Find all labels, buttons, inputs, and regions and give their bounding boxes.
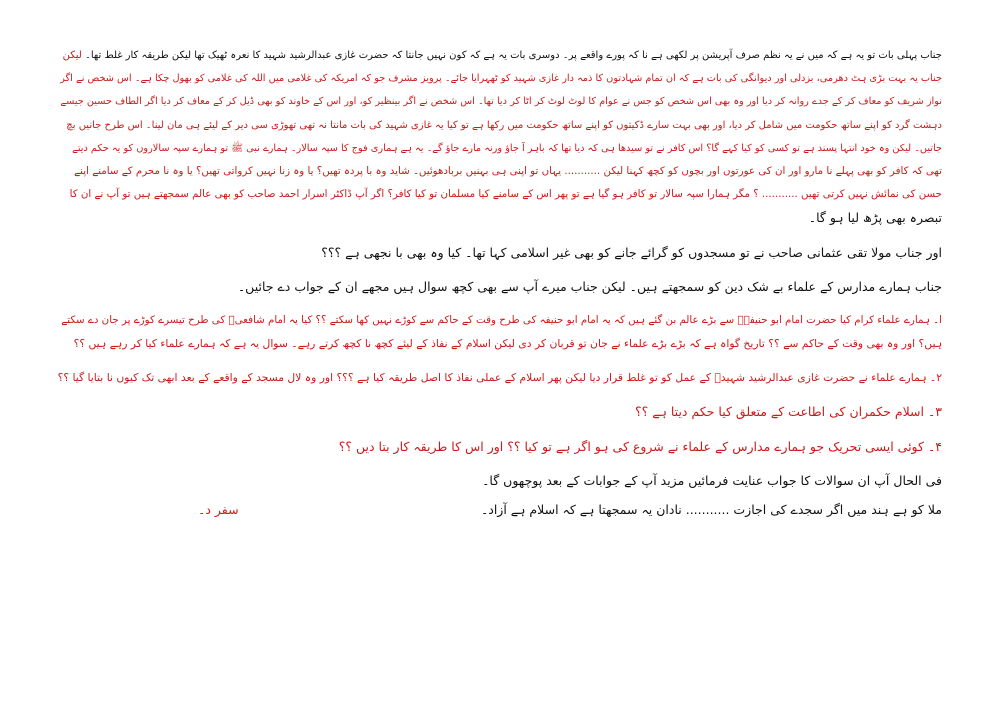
text-segment: ۴۔ کوئی ایسی تحریک جو ہمارے مدارس کے علماء نے شروع کی ہو اگر ہے تو کیا ؟؟ اور اس کا طریقہ کار بتا دیں ؟؟ [338,438,942,454]
letter-body [58,44,942,492]
closing-couplet: ملا کو ہے ہند میں اگر سجدے کی اجازت ........... نادان یہ سمجھتا ہے کہ اسلام ہے آزاد۔ [480,502,942,517]
text-segment: جناب پہلی بات تو یہ ہے کہ میں نے یہ نظم صرف آپریشن پر لکھی ہے نا کہ پورے واقعے پر۔ دوسری بات یہ ہے کہ کون نہیں جانتا کہ حضرت غازی عبدالرشید شہید کا نعرہ ٹھیک تھا لیکن طریقہ کار غلط تھا۔ [84,50,942,61]
text-segment: فی الحال آپ ان سوالات کا جواب عنایت فرمائیں مزید آپ کے جوابات کے بعد پوچھوں گا۔ [482,472,942,488]
text-line [58,160,942,183]
paragraph [58,435,942,458]
text-segment: جناب ہمارے مدارس کے علماء بے شک دین کو سمجھتے ہیں۔ لیکن جناب میرے آپ سے بھی کچھ سوال ہیں مجھے ان کے جواب دے جائیں۔ [237,278,942,294]
text-line [58,332,942,355]
paragraph-gap [58,424,942,435]
paragraph-gap [58,355,942,366]
text-line [58,435,942,458]
paragraph-gap [58,264,942,275]
text-line [58,44,942,67]
text-segment: ا۔ ہمارے علماء کرام کیا حضرت امام ابو حنیفہؒ سے بڑے عالم بن گئے ہیں کہ یہ امام ابو حنیفہ کی طرح وقت کے حاکم سے کوڑے نہیں کھا سکتے ؟؟ کیا یہ امام شافعیؒ کی طرح تیسرے کوڑے پر جان دے سکتے [61,313,942,326]
text-line [58,366,942,389]
paragraph-gap [58,458,942,469]
text-segment: ۳۔ اسلام حکمران کی اطاعت کے متعلق کیا حکم دیتا ہے ؟؟ [635,404,942,420]
text-line [58,183,942,206]
text-line [58,206,942,229]
text-line [58,469,942,492]
text-segment: ۲۔ ہمارے علماء نے حضرت غازی عبدالرشید شہیدؒ کے عمل کو تو غلط قرار دیا لیکن پھر اسلام کے عملی نفاذ کا اصل طریقہ کیا ہے ؟؟؟ اور وہ لال مسجد کے واقعے کے بعد ابھی تک کیوں نا بتایا گیا ؟؟ [58,371,942,385]
paragraph-gap [58,298,942,309]
signature: سفر د۔ [198,502,239,517]
closing-line-row [58,498,942,521]
text-line [58,137,942,160]
paragraph [58,44,942,230]
text-segment: ہیں؟ اور وہ بھی وقت کے حاکم سے ؟؟ تاریخ گواہ ہے کہ بڑے بڑے علماء نے جان تو قربان کر دی لیکن اسلام کے نفاذ کے لیئے کچھ نا کچھ کرتے رہے۔ سوال یہ ہے کہ ہمارے علماء کیا کر رہے ہیں ؟؟ [73,337,942,351]
text-line [58,400,942,423]
text-segment: تبصرہ بھی پڑھ لیا ہو گا۔ [808,210,942,226]
paragraph [58,469,942,492]
paragraph [58,241,942,264]
text-line [58,275,942,298]
text-line [58,241,942,264]
text-segment: دہشت گرد کو اپنے ساتھ حکومت میں شامل کر دیا، اور بھی بہت سارے ڈکیتوں کو اپنے ساتھ حکومت میں رکھا ہے تو کیا یہ غازی شہید کی بات مانتا نہ تھی تھوڑی سی دیر کے لیئے ہی مان لینا۔ اس طرح جانیں بچ [66,119,942,131]
text-line [58,67,942,90]
paragraph [58,309,942,355]
paragraph [58,366,942,389]
paragraph-gap [58,389,942,400]
text-segment: اور جناب مولا تقی عثمانی صاحب نے تو مسجدوں کو گرائے جانے کو بھی غیر اسلامی کہا تھا۔ کیا وہ بھی با نجھی ہے ؟؟؟ [321,244,942,260]
text-segment: تھی کہ کافر کو بھی پہلے نا مارو اور ان کی عورتوں اور بچوں کو کچھ کہنا لیکن ........... یہاں تو اپنی ہی بہنیں بربادھوئیں۔ شاید وہ با پردہ تھیں؟ یا وہ زنا نہیں کرواتی تھیں؟ یا وہ نا محرم کے سامنے اپنے [74,164,942,177]
paragraph-gap [58,230,942,241]
text-segment: حسن کی نمائش نہیں کرتی تھیں ........... ؟ مگر ہمارا سپہ سالار تو کافر ہو گیا ہے تو پھر اس کے سامنے کیا مسلمان تو کیا کافر؟ اگر آپ ڈاکٹر اسرار احمد صاحب کو بھی عالم سمجھتے ہیں تو آپ نے ان کا [69,188,942,201]
text-segment: لیکن [62,50,82,61]
text-line [58,309,942,332]
text-segment: جناب یہ بہت بڑی ہٹ دھرمی، بزدلی اور دیوانگی کی بات ہے کہ ان تمام شہادتوں کا ذمہ دار غازی شہید کو ٹھہرایا جائے۔ پرویز مشرف جو کہ امریکہ کی غلامی میں اللہ کی غلامی کو بھول چکا ہے۔ اس شخص نے اگر [60,73,942,85]
paragraph [58,275,942,298]
text-segment: جاتیں۔ لیکن وہ خود انتہا پسند ہے تو کسی کو کیا کہے گا؟ اس کافر نے تو سیدھا ہی کہ دیا تھا کہ باہر آ جاؤ ورنہ مارے جاؤ گے۔ یہ ہے ہماری فوج کا سپہ سالار۔ ہمارے نبی ﷺ تو ہمارے سپہ سالاروں کو یہ حکم دیتے [72,142,942,154]
text-line [58,114,942,137]
text-line [58,90,942,113]
paragraph [58,400,942,423]
text-segment: نواز شریف کو معاف کر کے جدے روانہ کر دیا اور وہ بھی اس شخص کو جس نے عوام کا لوٹ لوٹ کر اٹا کر دیا تھا۔ اس شخص نے اگر بینظیر کو، اور اس کے خاوند کو بھی ڈیل کر کے معاف کر دیا اگر الطاف حسین جیسے [60,96,942,108]
